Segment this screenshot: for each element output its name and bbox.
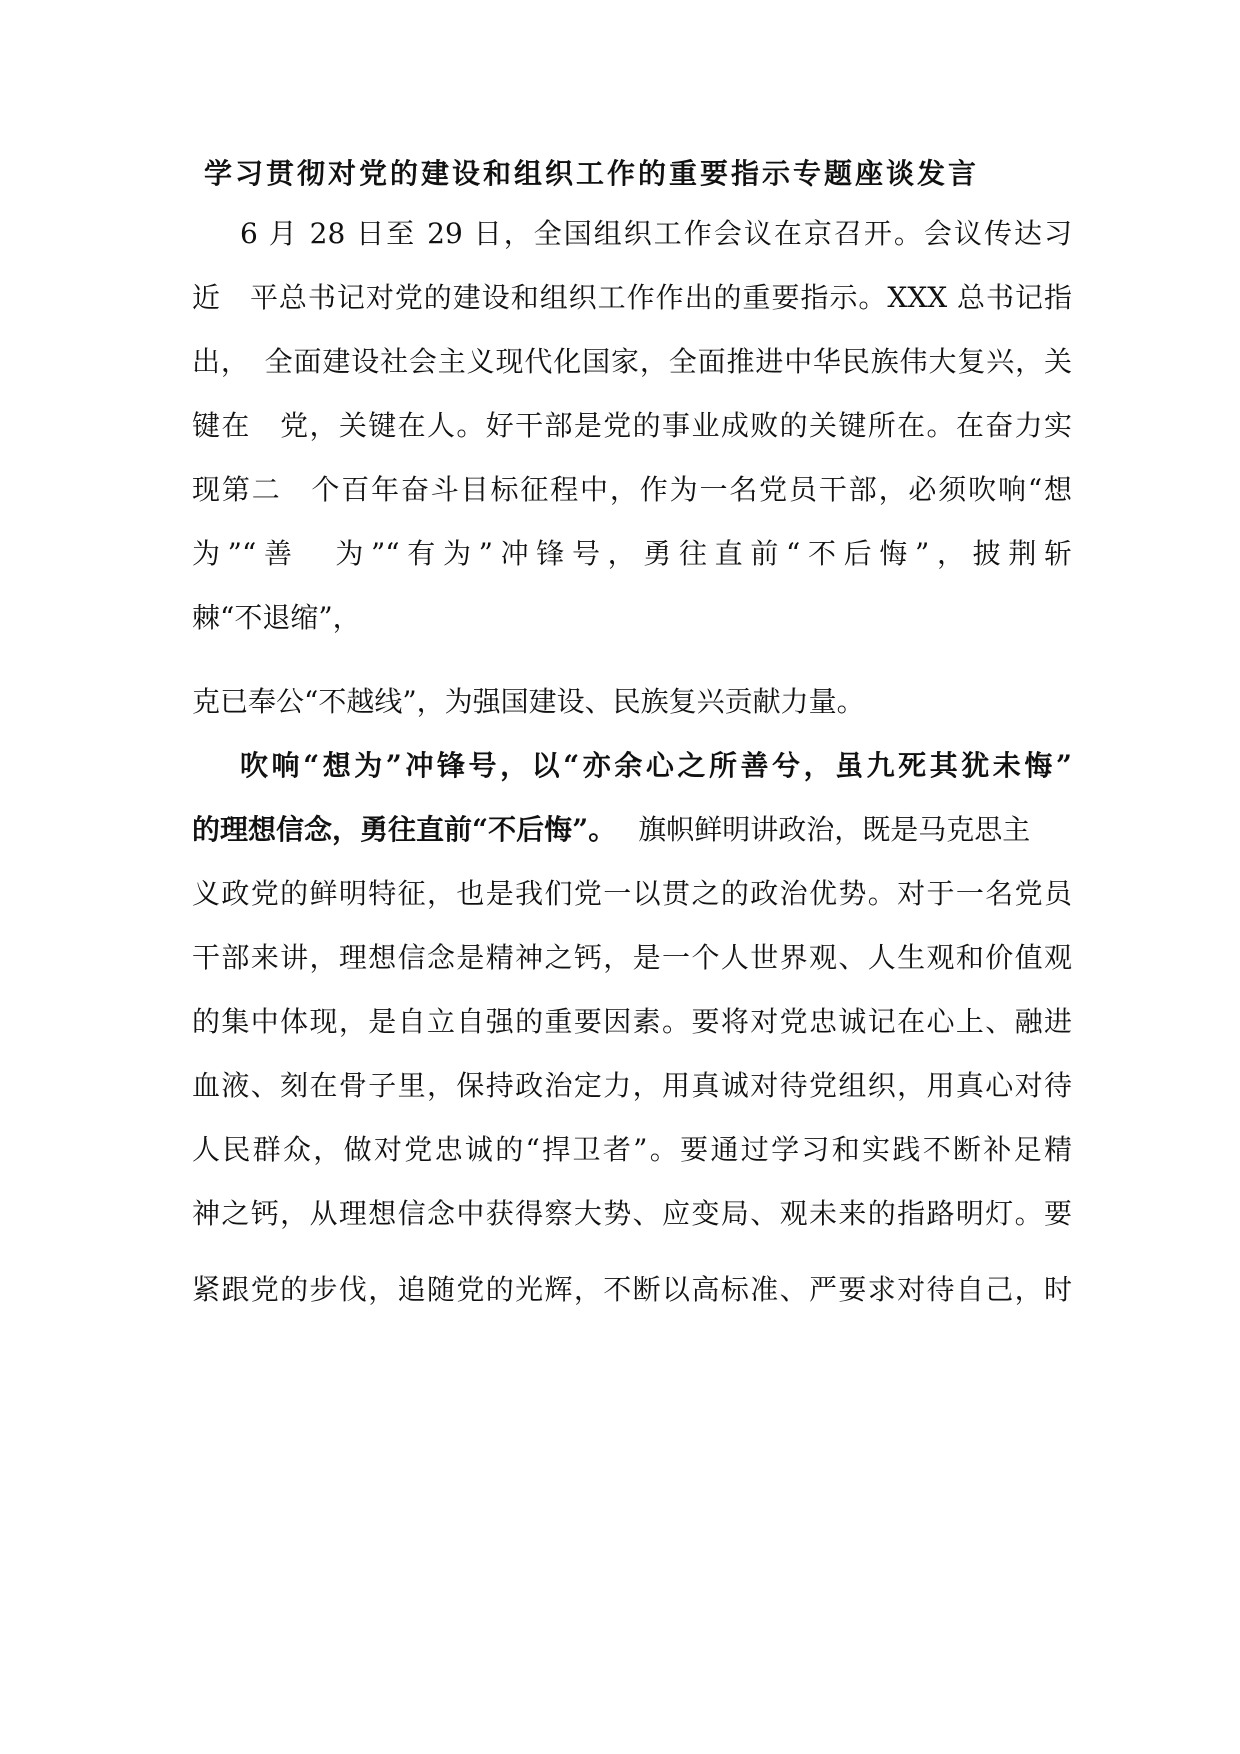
section1-body-line-5: 人民群众，做对党忠诚的“捍卫者”。要通过学习和实践不断补足精: [192, 1133, 1072, 1166]
section1-body-line-3: 的集中体现，是自立自强的重要因素。要将对党忠诚记在心上、融进: [192, 1005, 1072, 1038]
intro-line-8: 克已奉公“不越线”，为强国建设、民族复兴贡献力量。: [192, 685, 865, 718]
intro-line-2: 近 平总书记对党的建设和组织工作作出的重要指示。XXX 总书记指: [192, 281, 1072, 314]
intro-line-4: 键在 党，关键在人。好干部是党的事业成败的关键所在。在奋力实: [192, 409, 1072, 442]
section1-heading-line-2: 的理想信念，勇往直前“不后悔”。: [192, 813, 617, 846]
section1-body-line-1: 义政党的鲜明特征，也是我们党一以贯之的政治优势。对于一名党员: [192, 877, 1072, 910]
intro-line-6: 为”“善 为”“有为”冲锋号，勇往直前“不后悔”，披荆斩: [192, 537, 1072, 570]
section1-body-line-6: 神之钙，从理想信念中获得察大势、应变局、观未来的指路明灯。要: [192, 1197, 1072, 1230]
intro-line-7: 棘“不退缩”，: [192, 601, 361, 634]
section1-body-start: 旗帜鲜明讲政治，既是马克思主: [638, 813, 1031, 846]
document-title: 学习贯彻对党的建设和组织工作的重要指示专题座谈发言: [204, 157, 980, 190]
section1-body-line-4: 血液、刻在骨子里，保持政治定力，用真诚对待党组织，用真心对待: [192, 1069, 1072, 1102]
intro-line-1: 6 月 28 日至 29 日，全国组织工作会议在京召开。会议传达习: [240, 217, 1072, 250]
section1-heading-line-1: 吹响“想为”冲锋号，以“亦余心之所善兮，虽九死其犹未悔”: [240, 749, 1072, 782]
section1-body-line-7: 紧跟党的步伐，追随党的光辉，不断以高标准、严要求对待自己，时: [192, 1273, 1072, 1306]
intro-line-3: 出， 全面建设社会主义现代化国家，全面推进中华民族伟大复兴，关: [192, 345, 1072, 378]
section1-line-2: [192, 810, 1072, 850]
intro-line-5: 现第二 个百年奋斗目标征程中，作为一名党员干部，必须吹响“想: [192, 473, 1072, 506]
section1-body-line-2: 干部来讲，理想信念是精神之钙，是一个人世界观、人生观和价值观: [192, 941, 1072, 974]
